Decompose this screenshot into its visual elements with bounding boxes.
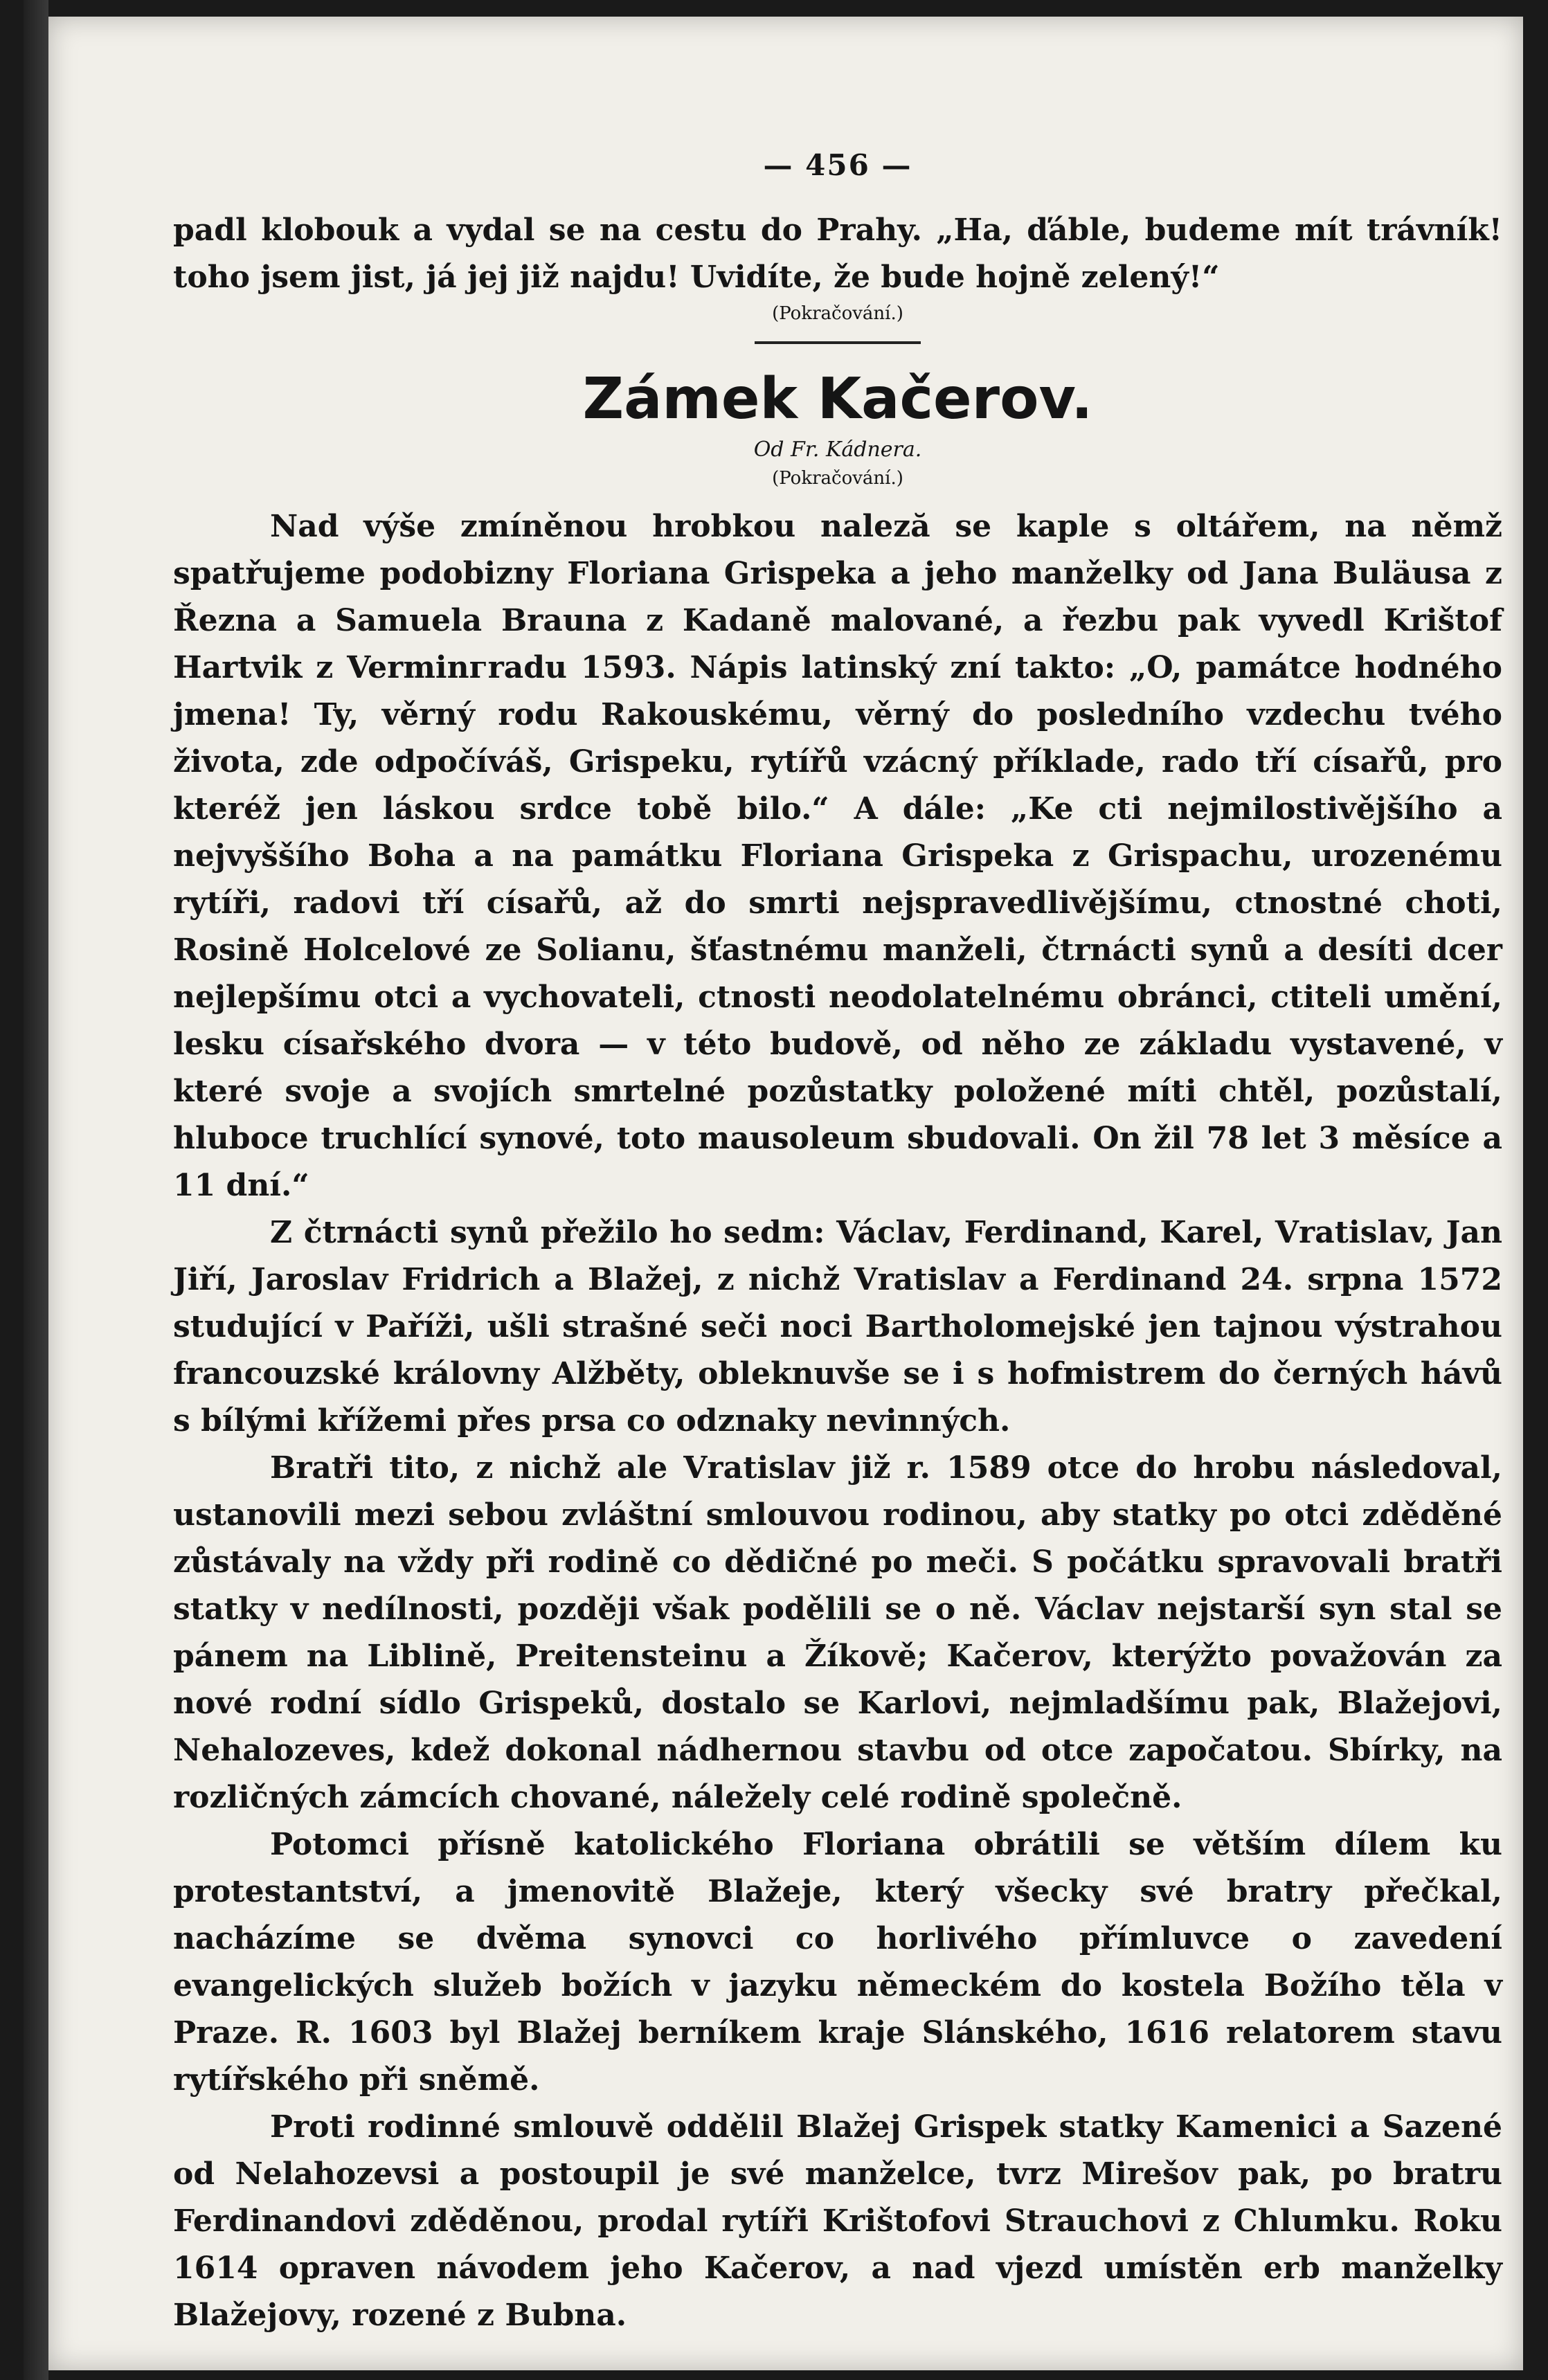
article-continuation: (Pokračování.) <box>772 468 903 489</box>
paragraph-1: Nad výše zmíněnou hrobkou naleză se kaple s oltářem, na němž spatřujeme podobizny Floriana Grispeka a jeho manželky od Jana Buläusa z Řezna a Samuela Brauna z Kadaně malované, a řezbu pak vyvedl Krištof Hartvik z Verminгradu 1593. Nápis latinský zní takto: „O, památce hodného jmena! Ty, věrný rodu Rakouskému, věrný do posledního vzdechu tvého života, zde odpočíváš, Grispeku, rytířů vzácný příklade, rado tří císařů, pro kteréž jen láskou srdce tobě bilo.“ A dále: „Ke cti nejmilostivějšího a nejvyššího Boha a na památku Floriana Grispeka z Grispachu, urozenému rytíři, radovi tří císařů, až do smrti nejspravedlivějšímu, ctnostné choti, Rosině Holcelové ze Solianu, šťastnému manželi, čtrnácti synů a desíti dcer nejlepšímu otci a vychovateli, ctnosti neodolatelnému obránci, ctiteli umění, lesku císařského dvora — v této budově, od něho ze základu vystavené, v které svoje a svojích smrtelné pozůstatky položené míti chtěl, pozůstalí, hluboce truchlící synové, toto mausoleum sbudovali. On žil 78 let 3 měsíce a 11 dní.“ <box>173 509 1502 1203</box>
page-number: — 456 — <box>763 148 912 182</box>
paragraph-2: Z čtrnácti synů přežilo ho sedm: Václav, Ferdinand, Karel, Vratislav, Jan Jiří, Jaroslav Fridrich a Blažej, z nichž Vratislav a Ferdinand 24. srpna 1572 studující v Paříži, ušli strašné seči noci Bartholomejské jen tajnou výstrahou francouzské královny Alžběty, obleknuvše se i s hofmistrem do černých hávů s bílými křížemi přes prsa co odznaky nevinných. <box>173 1215 1502 1439</box>
paragraph-5: Proti rodinné smlouvě oddělil Blažej Grispek statky Kamenici a Sazené od Nelahozevsi a postoupil je své manželce, tvrz Mirešov pak, po bratru Ferdinandovi zděděnou, prodal rytíři Krištofovi Strauchovi z Chlumku. Roku 1614 opraven návodem jeho Kačerov, a nad vjezd umístěn erb manželky Blažejovy, rozené z Bubna. <box>173 2109 1502 2333</box>
paragraph-4: Potomci přísně katolického Floriana obrátili se větším dílem ku protestantství, a jmenovitě Blažeje, který všecky své bratry přečkal, nacházíme se dvěma synovci co horlivého přímluvce o zavedení evangelických služeb božích v jazyku německém do kostela Božího těla v Praze. R. 1603 byl Blažej berníkem kraje Slánského, 1616 relatorem stavu rytířského při sněmě. <box>173 1827 1502 2098</box>
book-page <box>48 17 1523 2370</box>
previous-story-continuation: (Pokračování.) <box>772 303 903 324</box>
article-author: Od Fr. Kádnera. <box>753 438 922 462</box>
page-content <box>173 148 1502 2339</box>
section-divider <box>755 341 921 344</box>
article-title: Zámek Kačerov. <box>582 366 1093 432</box>
paragraph-3: Bratři tito, z nichž ale Vratislav již r. 1589 otce do hrobu následoval, ustanovili mezi sebou zvláštní smlouvou rodinou, aby statky po otci zděděné zůstávaly na vždy při rodině co dědičné po meči. S počátku spravovali bratři statky v nedílnosti, později však podělili se o ně. Václav nejstarší syn stal se pánem na Liblině, Preitensteinu a Žíkově; Kačerov, kterýžto považován za nové rodní sídlo Grispeků, dostalo se Karlovi, nejmladšímu pak, Blažejovi, Nehalozeves, kdež dokonal nádhernou stavbu od otce započatou. Sbírky, na rozličných zámcích chované, náležely celé rodině společně. <box>173 1450 1502 1815</box>
book-spine-shadow <box>24 0 48 2380</box>
previous-story-ending: padl klobouk a vydal se na cestu do Prahy. „Ha, ďáble, budeme mít trávník! toho jsem jist, já jej již najdu! Uvidíte, že bude hojně zelený!“ <box>173 213 1502 295</box>
